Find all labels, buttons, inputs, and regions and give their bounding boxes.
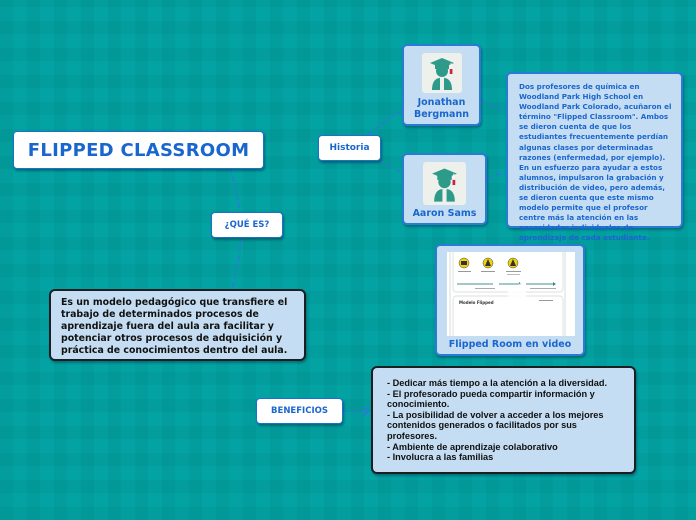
topic-beneficios-label: BENEFICIOS (271, 406, 328, 416)
video-node-flipped-room[interactable] (435, 244, 585, 356)
svg-text:Modelo Flipped: Modelo Flipped (459, 300, 494, 305)
subtopic-jonathan-bergmann[interactable] (402, 44, 481, 126)
connector-title-que-es (230, 168, 240, 212)
benefit-item: - Involucra a las familias (387, 452, 494, 463)
graduate-avatar-icon (423, 162, 466, 205)
video-thumbnail[interactable] (447, 252, 575, 336)
topic-que-es-label: ¿QUÉ ES? (224, 220, 270, 230)
benefit-item: - Dedicar más tiempo a la atención a la diversidad. (387, 378, 608, 388)
historia-description-text: Dos profesores de química en Woodland Park High School en Woodland Park Colorado, acuñaron el término "Flipped Classroom". Ambos se dieron cuenta de que los estudiantes frecuentemente perdían algunas clases por determinadas razones (enfermedad, por ejemplo). En un esfuerzo para ayudar a estos alumnos, impulsaron la grabación y distribución de video, pero además, se dieron cuenta que este mismo modelo permite que el profesor centre más la atención en las necesidades individuales de aprendizaje de cada estudiante. (519, 82, 672, 243)
benefits-list-note[interactable] (371, 366, 636, 474)
benefit-item: - El profesorado pueda compartir información y conocimiento. (387, 388, 595, 410)
connector-jonathan-descripcion (481, 100, 506, 111)
connector-historia-aaron (380, 161, 402, 173)
historia-description-note[interactable] (506, 72, 683, 243)
person-name: Jonathan Bergmann (413, 97, 469, 120)
connector-historia-jonathan (368, 111, 402, 135)
benefit-item: - La posibilidad de volver a acceder a los mejores contenidos generados o facilitados por sus profesores. (387, 409, 604, 441)
arrowhead-icon (363, 406, 369, 416)
definition-text: Es un modelo pedagógico que transfiere el trabajo de determinados procesos de aprendizaje fuera del aula ara facilitar y potenciar otros procesos de adquisición y práctica de conocimientos dentro del aula. (61, 297, 288, 357)
central-topic-label: FLIPPED CLASSROOM (27, 139, 250, 161)
topic-historia[interactable] (318, 135, 381, 161)
topic-que-es[interactable] (211, 212, 283, 238)
connector-que-es-definicion (232, 238, 241, 289)
definition-note[interactable] (49, 289, 306, 361)
topic-beneficios[interactable] (256, 398, 343, 424)
video-label: Flipped Room en video (448, 339, 572, 350)
graduate-avatar-icon (422, 53, 462, 93)
central-topic-flipped-classroom[interactable] (13, 131, 264, 169)
person-name: Aaron Sams (412, 208, 477, 219)
connector-aaron-descripcion (487, 172, 506, 178)
topic-historia-label: Historia (329, 143, 370, 153)
benefit-item: - Ambiente de aprendizaje colaborativo (387, 441, 558, 452)
benefits-list (387, 378, 626, 463)
subtopic-aaron-sams[interactable] (402, 153, 487, 225)
